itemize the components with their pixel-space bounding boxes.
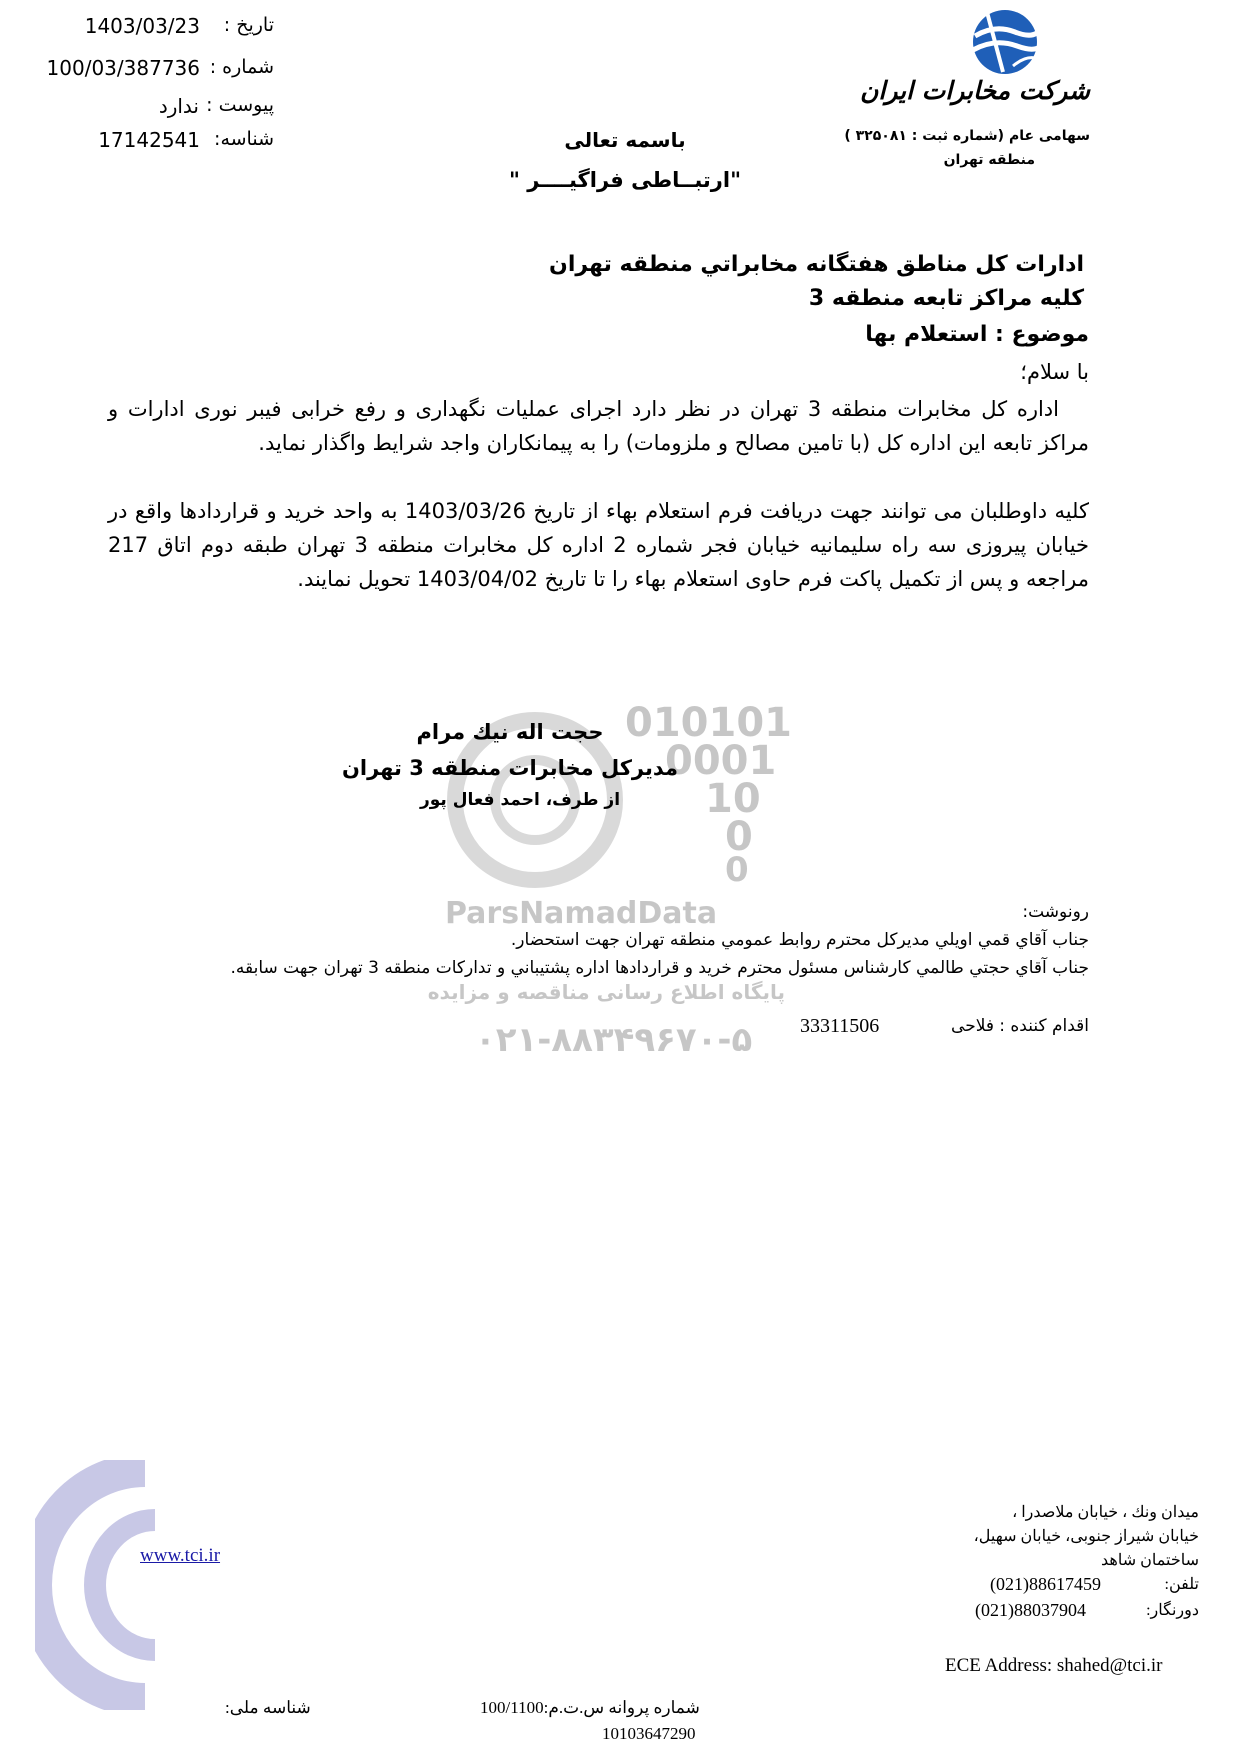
watermark-phone: ۰۲۱-۸۸۳۴۹۶۷۰-۵	[475, 1020, 753, 1060]
number-value: 100/03/387736	[46, 56, 200, 80]
signer-title: مديركل مخابرات منطقه 3 تهران	[342, 756, 678, 780]
recipient-line-1: ادارات کل مناطق هفتگانه مخابراتي منطقه تهران	[549, 252, 1084, 277]
watermark-digits-1: 010101	[625, 700, 792, 746]
number-label: شماره :	[209, 56, 274, 78]
watermark-brand: ParsNamadData	[445, 896, 718, 931]
watermark-digits-5: 0	[725, 850, 749, 890]
footer-arc-icon	[35, 1460, 165, 1710]
invocation-title: باسمه تعالی	[564, 128, 686, 152]
body-paragraph-2: کلیه داوطلبان می توانند جهت دریافت فرم استعلام بهاء از تاریخ 1403/03/26 به واحد خرید و قراردادها واقع در خیابان پیروزی سه راه سلیمانیه خیابان فجر شماره 2 اداره کل مخابرات منطقه 3 تهران طبقه دوم اتاق 217 مراجعه و پس از تکمیل پاکت فرم حاوی استعلام بهاء را تا تاریخ 1403/04/02 تحویل نمایند.	[108, 499, 1090, 591]
date-label: تاریخ :	[223, 14, 274, 36]
signer-name: حجت اله نيك مرام	[416, 720, 604, 744]
cc-actor-label: اقدام کننده :	[999, 1016, 1089, 1036]
body-paragraph-1: اداره کل مخابرات منطقه 3 تهران در نظر دارد اجرای عملیات نگهداری و رفع خرابی فیبر نوری ادارات و مراکز تابعه این اداره کل (با تامین مصالح و ملزومات) را به پیمانکاران واجد شرایط واگذار نماید.	[108, 397, 1089, 455]
subject-line: موضوع : استعلام بها	[865, 322, 1089, 347]
cc-line-2: جناب آقاي حجتي طالمي كارشناس مسئول محترم خريد و قراردادها اداره پشتيباني و تداركات منطقه 3 تهران جهت سابقه.	[230, 958, 1089, 978]
logo-brand-text: شرکت مخابرات ایران	[860, 76, 1090, 105]
website-link[interactable]: www.tci.ir	[140, 1545, 221, 1566]
recipient-line-2: کلیه مراکز تابعه منطقه 3	[808, 286, 1084, 311]
watermark-tagline: پایگاه اطلاع رسانی مناقصه و مزایده	[427, 980, 785, 1004]
phone-value: (021)88617459	[990, 1574, 1101, 1594]
cc-actor-phone: 33311506	[800, 1015, 880, 1037]
slogan-title: "ارتبــاطی فراگیــــر "	[508, 168, 742, 192]
attachment-label: پیوست :	[206, 94, 274, 116]
attachment-value: ندارد	[158, 94, 199, 118]
id-label: شناسه:	[214, 128, 274, 150]
logo-region: منطقه تهران	[943, 152, 1035, 168]
ece-address: ECE Address: shahed@tci.ir	[945, 1655, 1163, 1676]
watermark-digits-3: 10	[705, 776, 761, 822]
watermark-digits-2: 0001	[665, 738, 777, 784]
cc-label: رونوشت:	[1022, 902, 1089, 922]
license-number: 10103647290	[602, 1724, 696, 1743]
address-line-3: ساختمان شاهد	[1101, 1552, 1199, 1569]
signer-on-behalf: از طرف، احمد فعال پور	[419, 790, 621, 810]
logo-registration: سهامی عام (شماره ثبت : ۳۲۵۰۸۱ )	[844, 128, 1090, 144]
watermark-digits-4: 0	[725, 814, 753, 860]
address-line-2: خیابان شیراز جنوبی، خیابان سهیل،	[973, 1528, 1199, 1545]
company-logo	[844, 6, 1100, 171]
national-id-label: شناسه ملی:	[225, 1698, 311, 1717]
address-line-1: میدان ونك ، خیابان ملاصدرا ،	[1012, 1504, 1199, 1521]
fax-value: (021)88037904	[975, 1600, 1086, 1620]
cc-actor-name: فلاحی	[951, 1016, 994, 1036]
license-label: شماره پروانه س.ت.م:100/1100	[480, 1698, 700, 1717]
fax-label: دورنگار:	[1146, 1602, 1199, 1619]
cc-line-1: جناب آقاي قمي اويلي مديركل محترم روابط عمومي منطقه تهران جهت استحضار.	[510, 930, 1089, 950]
date-value: 1403/03/23	[84, 14, 200, 38]
id-value: 17142541	[98, 128, 200, 152]
tci-emblem-icon	[965, 6, 1045, 76]
greeting: با سلام؛	[1020, 360, 1089, 384]
phone-label: تلفن:	[1164, 1576, 1199, 1593]
